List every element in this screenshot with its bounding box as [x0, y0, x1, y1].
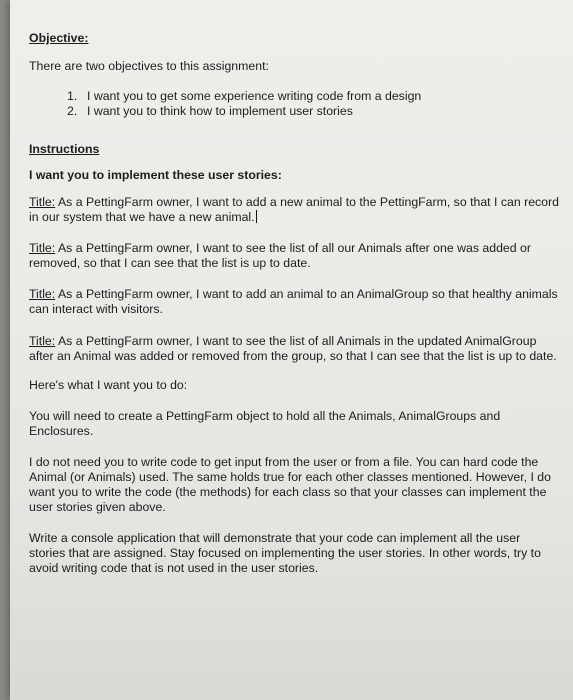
user-story-text: As a PettingFarm owner, I want to add an animal to an AnimalGroup so that healthy animals can interact with visitors. — [29, 287, 558, 316]
objective-list — [29, 89, 559, 119]
text-cursor — [256, 210, 257, 223]
objective-intro: There are two objectives to this assignment: — [29, 59, 269, 73]
todo-intro: Here's what I want you to do: — [29, 378, 188, 392]
objective-item — [67, 89, 559, 104]
instruction-paragraph: I do not need you to write code to get input from the user or from a file. You can hard code the Animal (or Animals) used. The same holds true for each other classes mentioned. However, I do want you to write the code (the methods) for each class so that your classes can implement the user stories given above. — [29, 455, 551, 514]
document-page — [10, 0, 573, 700]
user-story — [29, 287, 559, 317]
document-content — [29, 31, 559, 576]
user-story-text: As a PettingFarm owner, I want to add a new animal to the PettingFarm, so that I can record in our system that we have a new animal. — [29, 195, 559, 224]
user-story-label: Title: — [29, 334, 56, 348]
instruction-paragraph: You will need to create a PettingFarm object to hold all the Animals, AnimalGroups and Enclosures. — [29, 409, 501, 438]
instruction-paragraph: Write a console application that will demonstrate that your code can implement all the user stories that are assigned. Stay focused on implementing the user stories. In other words, try to avoid writing code that is not used in the user stories. — [29, 531, 541, 575]
user-story-label: Title: — [29, 195, 56, 209]
user-story — [29, 334, 559, 364]
objective-item-number: 2. — [67, 104, 78, 118]
user-story-label: Title: — [29, 287, 56, 301]
user-story-text: As a PettingFarm owner, I want to see the list of all our Animals after one was added or removed, so that I can see that the list is up to date. — [29, 241, 531, 270]
user-story-label: Title: — [29, 241, 56, 255]
user-story — [29, 195, 559, 225]
objective-heading: Objective: — [29, 31, 89, 45]
objective-item-number: 1. — [67, 89, 78, 103]
objective-item-text: I want you to think how to implement user stories — [87, 104, 353, 118]
objective-item-text: I want you to get some experience writing code from a design — [87, 89, 422, 103]
objective-item — [67, 104, 559, 119]
user-story-text: As a PettingFarm owner, I want to see the list of all Animals in the updated AnimalGroup after an Animal was added or removed from the group, so that I can see that the list is up to date. — [29, 334, 557, 363]
user-stories-title: I want you to implement these user stories: — [29, 168, 282, 182]
user-story — [29, 241, 559, 271]
instructions-heading: Instructions — [29, 142, 100, 156]
